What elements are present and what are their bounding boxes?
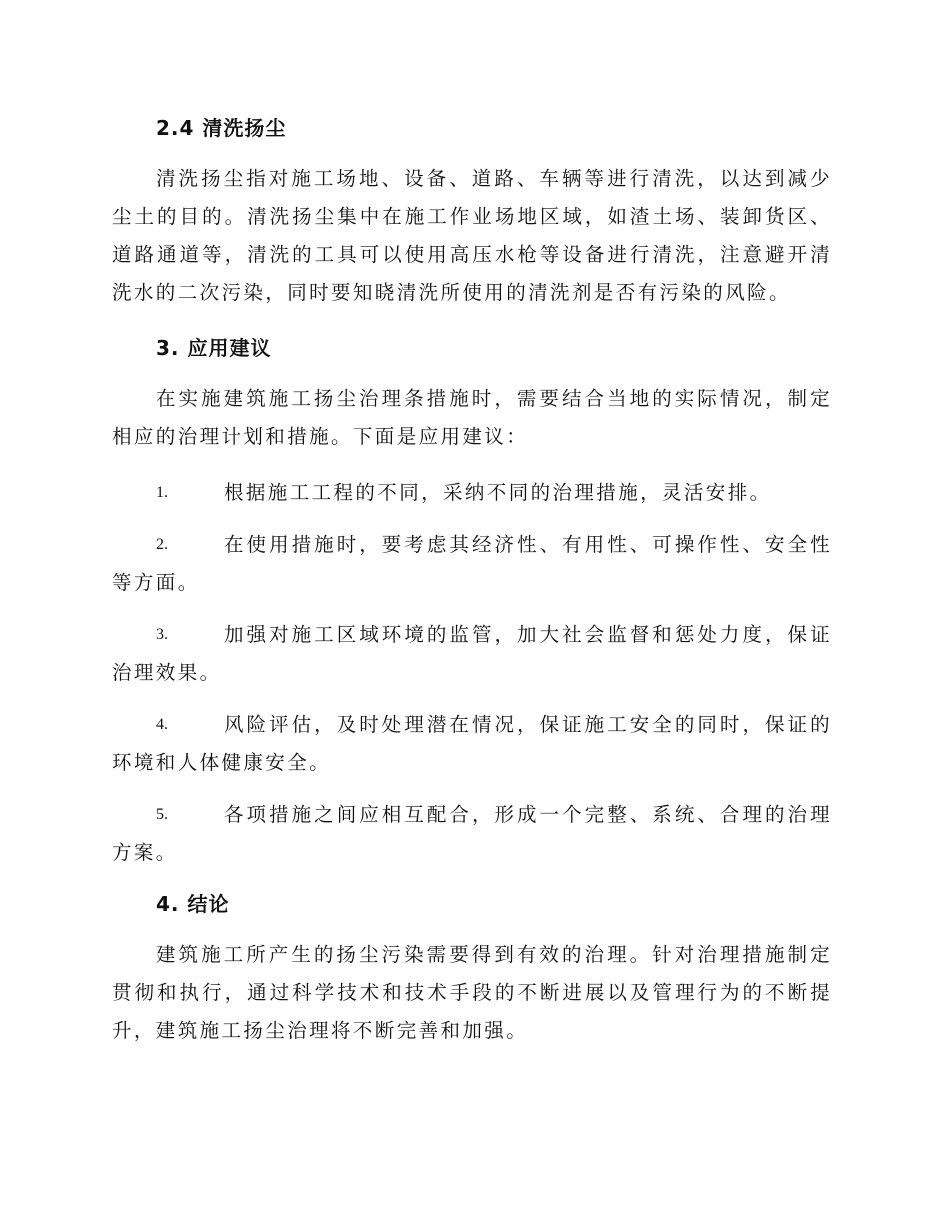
list-item-text: 各项措施之间应相互配合，形成一个完整、系统、合理的治理方案。 [112,803,832,864]
list-item [112,706,832,782]
list-item-number: 2. [156,536,168,553]
document-body [112,110,832,1068]
list-item-number: 5. [156,806,168,823]
section-heading-2-4: 2.4 清洗扬尘 [156,116,287,140]
list-item [112,474,832,512]
section-paragraph-4: 建筑施工所产生的扬尘污染需要得到有效的治理。针对治理措施制定贯彻和执行，通过科学技术和技术手段的不断进展以及管理行为的不断提升，建筑施工扬尘治理将不断完善和加强。 [112,943,832,1042]
list-item [112,526,832,602]
list-item-number: 1. [156,484,168,501]
section-paragraph-2-4: 清洗扬尘指对施工场地、设备、道路、车辆等进行清洗，以达到减少尘土的目的。清洗扬尘集中在施工作业场地区域，如渣土场、装卸货区、道路通道等，清洗的工具可以使用高压水枪等设备进行清洗，注意避开清洗水的二次污染，同时要知晓清洗所使用的清洗剂是否有污染的风险。 [112,167,832,304]
list-item-text: 风险评估，及时处理潜在情况，保证施工安全的同时，保证的环境和人体健康安全。 [112,713,832,774]
list-item-text: 根据施工工程的不同，采纳不同的治理措施，灵活安排。 [224,481,772,504]
list-item-number: 3. [156,626,168,643]
section-intro-3: 在实施建筑施工扬尘治理条措施时，需要结合当地的实际情况，制定相应的治理计划和措施。下面是应用建议： [112,387,832,448]
list-item [112,796,832,872]
section-heading-3: 3. 应用建议 [156,336,272,360]
list-item-text: 加强对施工区域环境的监管，加大社会监督和惩处力度，保证治理效果。 [112,623,832,684]
list-item [112,616,832,692]
list-item-number: 4. [156,716,168,733]
list-item-text: 在使用措施时，要考虑其经济性、有用性、可操作性、安全性等方面。 [112,533,832,594]
section-heading-4: 4. 结论 [156,892,230,916]
